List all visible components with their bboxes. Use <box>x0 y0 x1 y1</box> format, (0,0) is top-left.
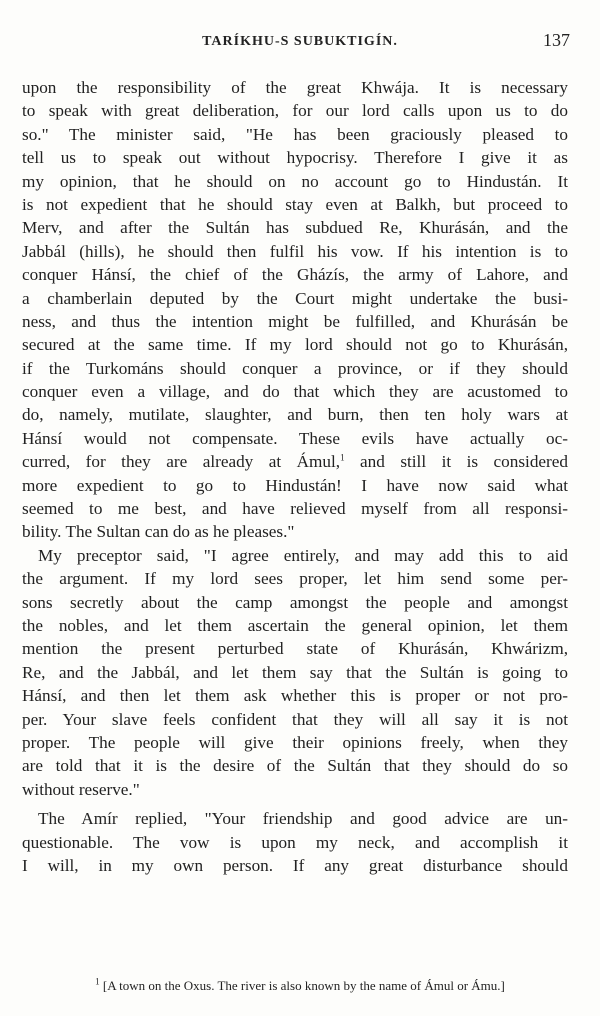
text-line: bility. The Sultan can do as he pleases." <box>22 522 295 542</box>
text-line: upon the responsibility of the great Khwája. It is necessary <box>22 78 568 97</box>
text-line: do, namely, mutilate, slaughter, and burn, then ten holy wars at <box>22 405 568 425</box>
footnote-text: [A town on the Oxus. The river is also known by the name of Ámul or Ámu.] <box>99 978 505 993</box>
text-line: my opinion, that he should on no account go to Hindustán. It <box>22 171 568 191</box>
text-line: secured at the same time. If my lord should not go to Khurásán, <box>22 335 568 355</box>
text-line: without reserve." <box>22 779 140 799</box>
text-line: seemed to me best, and have relieved myself from all responsi- <box>22 499 568 519</box>
text-line: per. Your slave feels confident that they will all say it is not <box>22 709 568 729</box>
text-line: are told that it is the desire of the Sultán that they should do so <box>22 756 568 776</box>
text-line: Hánsí, and then let them ask whether this is proper or not pro- <box>22 686 568 706</box>
text-line: so." The minister said, "He has been graciously pleased to <box>22 124 568 144</box>
footnote-marker: 1 <box>340 452 345 463</box>
text-line: Hánsí would not compensate. These evils have actually oc- <box>22 428 568 448</box>
text-line: I will, in my own person. If any great disturbance should <box>22 855 568 875</box>
text-line: conquer even a village, and do that which they are acustomed to <box>22 382 568 402</box>
paragraph-2 <box>22 544 568 801</box>
text-line: sons secretly about the camp amongst the people and amongst <box>22 592 568 612</box>
page-number: 137 <box>543 30 570 50</box>
text-line: Jabbál (hills), he should then fulfil his vow. If his intention is to <box>22 241 568 261</box>
footnote <box>0 978 600 994</box>
text-line: the argument. If my lord sees proper, let him send some per- <box>22 569 568 589</box>
footnote-marker: 1 <box>95 976 100 987</box>
text-segment: curred, for they are already at Ámul, <box>22 452 341 472</box>
text-line: Re, and the Jabbál, and let them say that the Sultán is going to <box>22 662 568 682</box>
text-line: My preceptor said, "I agree entirely, and may add this to aid <box>38 545 568 565</box>
text-line: is not expedient that he should stay even at Balkh, but proceed to <box>22 194 568 214</box>
text-line: ness, and thus the intention might be fulfilled, and Khurásán be <box>22 311 568 331</box>
text-line: The Amír replied, "Your friendship and good advice are un- <box>38 809 568 829</box>
text-line: to speak with great deliberation, for our lord calls upon us to do <box>22 101 568 121</box>
page-header <box>0 30 600 54</box>
text-line: conquer Hánsí, the chief of the Gházís, the army of Lahore, and <box>22 265 568 285</box>
paragraph-3 <box>22 807 568 877</box>
text-segment: and still it is considered <box>344 452 568 472</box>
text-line: more expedient to go to Hindustán! I have now said what <box>22 475 568 495</box>
text-line: tell us to speak out without hypocrisy. Therefore I give it as <box>22 148 568 168</box>
running-head: TARÍKHU-S SUBUKTIGÍN. <box>202 34 398 49</box>
paragraph-1 <box>22 76 568 544</box>
text-line: the nobles, and let them ascertain the general opinion, let them <box>22 615 568 635</box>
text-line: mention the present perturbed state of Khurásán, Khwárizm, <box>22 639 568 659</box>
text-line: if the Turkománs should conquer a province, or if they should <box>22 358 568 378</box>
body-text <box>22 76 568 877</box>
text-line: Merv, and after the Sultán has subdued Re, Khurásán, and the <box>22 218 568 238</box>
text-line: proper. The people will give their opinions freely, when they <box>22 732 568 752</box>
text-line-with-note <box>22 450 568 473</box>
text-line: questionable. The vow is upon my neck, and accomplish it <box>22 832 568 852</box>
text-line: a chamberlain deputed by the Court might undertake the busi- <box>22 288 568 308</box>
